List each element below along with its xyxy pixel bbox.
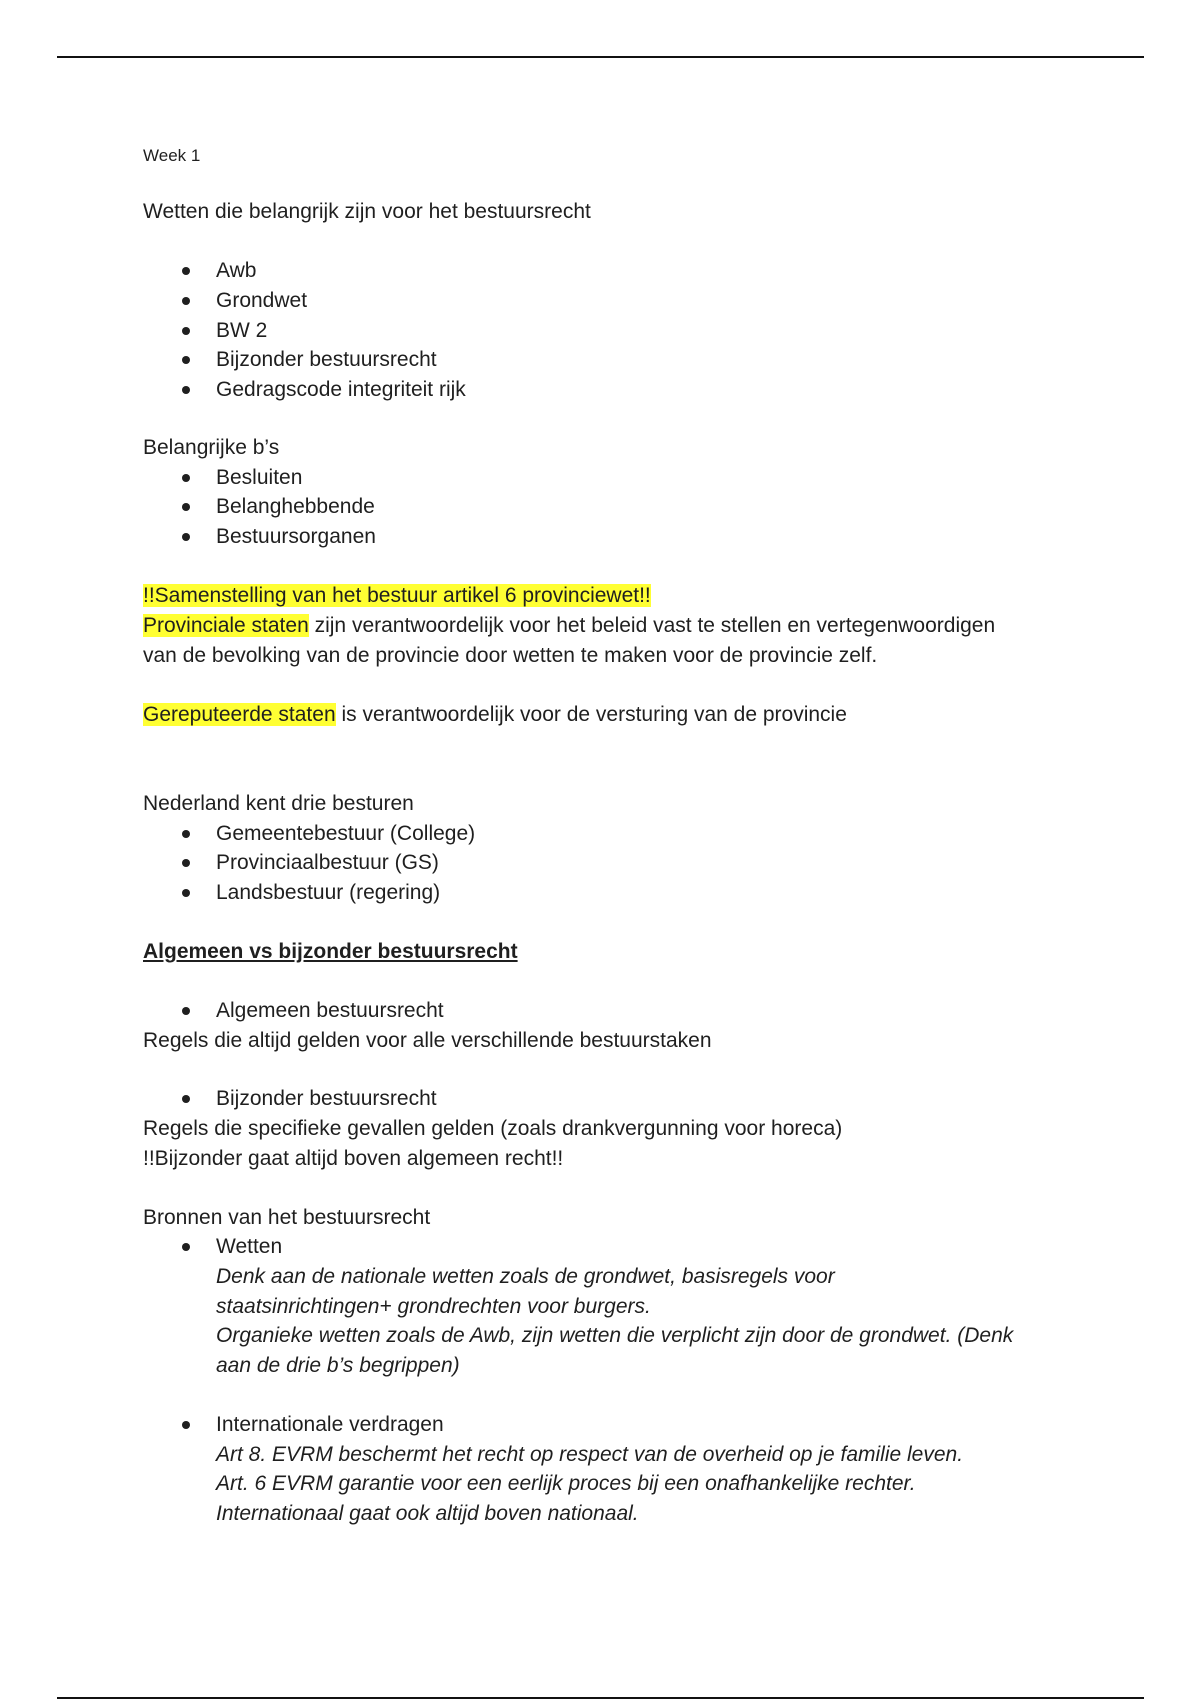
sub-text: Internationaal gaat ook altijd boven nationaal.	[216, 1502, 639, 1525]
list-item: BW 2	[216, 317, 267, 345]
sub-text: staatsinrichtingen+ grondrechten voor burgers.	[216, 1295, 651, 1318]
highlight: !!Samenstelling van het bestuur artikel 6 provinciewet!!	[143, 584, 651, 607]
list-item: Landsbestuur (regering)	[216, 879, 440, 907]
bronnen-heading: Bronnen van het bestuursrecht	[143, 1206, 431, 1229]
sub-text: Organieke wetten zoals de Awb, zijn wetten die verplicht zijn door de grondwet. (Denk	[216, 1324, 1014, 1347]
list-item: Algemeen bestuursrecht	[216, 997, 444, 1025]
provinciale-staten-line-2: van de bevolking van de provincie door wetten te maken voor de provincie zelf.	[143, 644, 878, 667]
bottom-rule	[57, 1697, 1144, 1699]
algemeen-vs-heading	[143, 938, 518, 966]
line-text: zijn verantwoordelijk voor het beleid vast te stellen en vertegenwoordigen	[308, 614, 996, 637]
sub-text: aan de drie b’s begrippen)	[216, 1354, 460, 1377]
highlight-term: Provinciale staten	[143, 614, 309, 637]
list-item: Bestuursorganen	[216, 523, 376, 551]
besturen-heading: Nederland kent drie besturen	[143, 792, 414, 815]
samenstelling-heading	[143, 582, 651, 610]
bs-heading: Belangrijke b’s	[143, 436, 280, 459]
sub-text: Denk aan de nationale wetten zoals de grondwet, basisregels voor	[216, 1265, 835, 1288]
provinciale-staten-line	[143, 612, 995, 640]
highlight-term: Gereputeerde staten	[143, 703, 336, 726]
list-item: Provinciaalbestuur (GS)	[216, 849, 439, 877]
list-item: Bijzonder bestuursrecht	[216, 1085, 437, 1113]
sub-text: Art 8. EVRM beschermt het recht op respect van de overheid op je familie leven.	[216, 1443, 964, 1466]
week-label: Week 1	[143, 146, 201, 165]
list-item: Internationale verdragen	[216, 1411, 444, 1439]
bijzonder-note: !!Bijzonder gaat altijd boven algemeen recht!!	[143, 1147, 564, 1170]
list-item: Besluiten	[216, 464, 302, 492]
gedeputeerde-staten-line	[143, 701, 847, 729]
top-rule	[57, 56, 1144, 58]
wetten-heading: Wetten die belangrijk zijn voor het bestuursrecht	[143, 200, 591, 223]
bijzonder-text: Regels die specifieke gevallen gelden (zoals drankvergunning voor horeca)	[143, 1117, 843, 1140]
list-item: Gedragscode integriteit rijk	[216, 376, 466, 404]
algemeen-text: Regels die altijd gelden voor alle verschillende bestuurstaken	[143, 1029, 712, 1052]
line-text: is verantwoordelijk voor de versturing van de provincie	[335, 703, 847, 726]
list-item: Gemeentebestuur (College)	[216, 820, 475, 848]
list-item: Belanghebbende	[216, 493, 375, 521]
list-item: Wetten	[216, 1233, 282, 1261]
list-item: Grondwet	[216, 287, 307, 315]
list-item: Bijzonder bestuursrecht	[216, 346, 437, 374]
list-item: Awb	[216, 257, 256, 285]
sub-text: Art. 6 EVRM garantie voor een eerlijk proces bij een onafhankelijke rechter.	[216, 1472, 916, 1495]
underlined-heading: Algemeen vs bijzonder bestuursrecht	[143, 940, 518, 963]
